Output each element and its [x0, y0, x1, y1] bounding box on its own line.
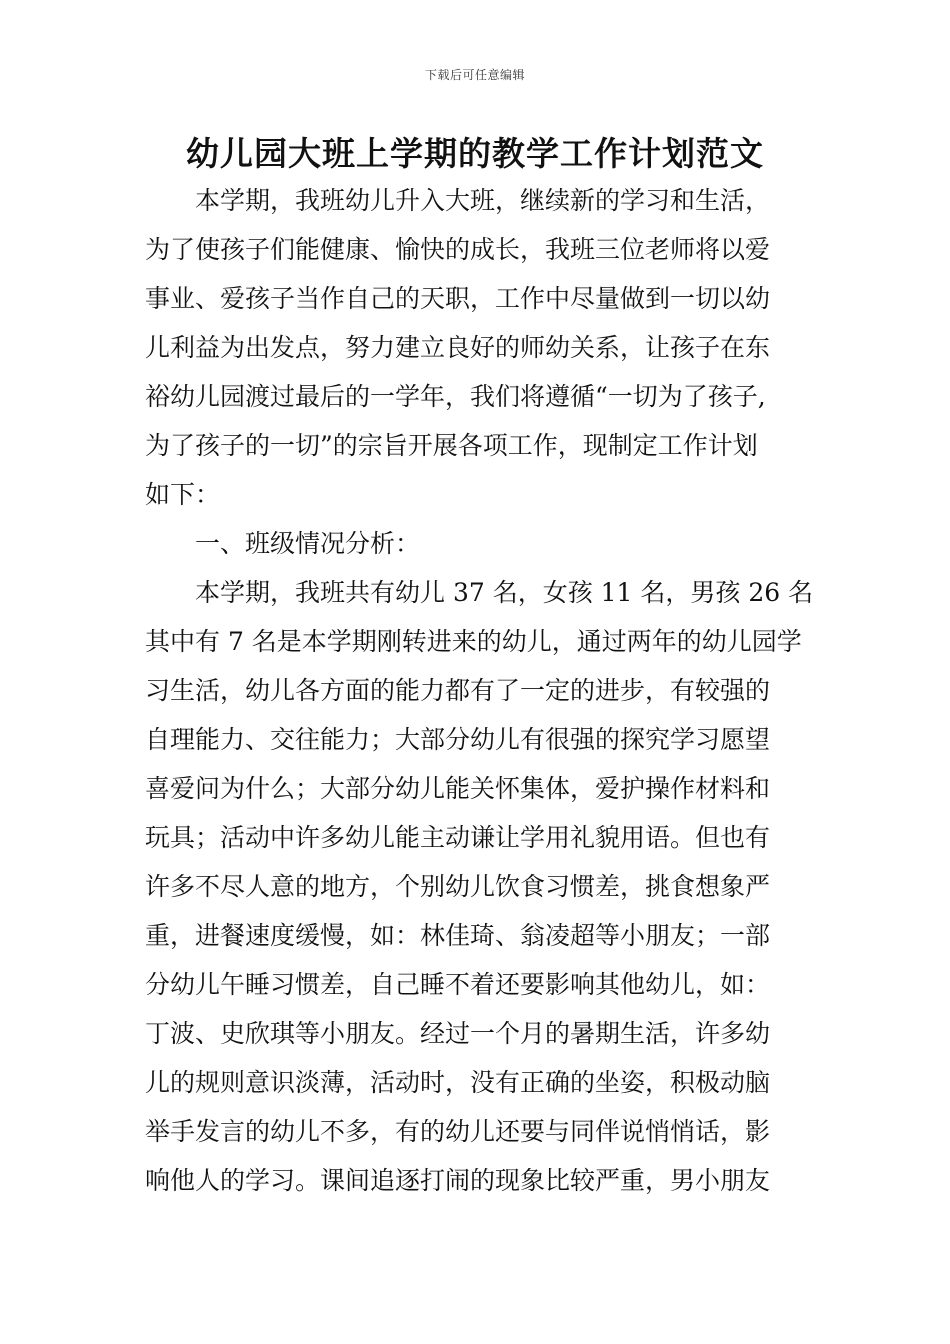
text-line: 响他人的学习。课间追逐打闹的现象比较严重，男小朋友 — [145, 1166, 771, 1195]
text-line: 其中有 7 名是本学期刚转进来的幼儿，通过两年的幼儿园学 — [145, 627, 802, 656]
text-line: 本学期，我班幼儿升入大班，继续新的学习和生活， — [195, 186, 771, 215]
text-line: 玩具；活动中许多幼儿能主动谦让学用礼貌用语。但也有 — [145, 823, 771, 852]
section-paragraph — [145, 568, 814, 1205]
document-title: 幼儿园大班上学期的教学工作计划范文 — [186, 134, 764, 173]
text-line: 事业、爱孩子当作自己的天职，工作中尽量做到一切以幼 — [145, 284, 771, 313]
text-line: 为了孩子的一切”的宗旨开展各项工作，现制定工作计划 — [145, 431, 758, 460]
text-line: 举手发言的幼儿不多，有的幼儿还要与同伴说悄悄话，影 — [145, 1117, 771, 1146]
text-line: 自理能力、交往能力；大部分幼儿有很强的探究学习愿望 — [145, 725, 771, 754]
text-line: 重，进餐速度缓慢，如：林佳琦、翁凌超等小朋友；一部 — [145, 921, 771, 950]
text-line: 儿利益为出发点，努力建立良好的师幼关系，让孩子在东 — [145, 333, 771, 362]
header-note: 下载后可任意编辑 — [424, 68, 525, 82]
text-line: 许多不尽人意的地方，个别幼儿饮食习惯差，挑食想象严 — [145, 872, 771, 901]
text-line: 儿的规则意识淡薄，活动时，没有正确的坐姿，积极动脑 — [145, 1068, 771, 1097]
intro-paragraph — [145, 176, 807, 519]
text-line: 裕幼儿园渡过最后的一学年，我们将遵循“一切为了孩子, — [145, 382, 766, 411]
text-line: 为了使孩子们能健康、愉快的成长，我班三位老师将以爱 — [145, 235, 771, 264]
text-line: 习生活，幼儿各方面的能力都有了一定的进步，有较强的 — [145, 676, 771, 705]
text-line: 分幼儿午睡习惯差，自己睡不着还要影响其他幼儿，如： — [145, 970, 771, 999]
text-line: 喜爱问为什么；大部分幼儿能关怀集体，爱护操作材料和 — [145, 774, 771, 803]
section-heading: 一、班级情况分析： — [195, 529, 421, 558]
text-line: 本学期，我班共有幼儿 37 名，女孩 11 名，男孩 26 名 — [195, 578, 814, 607]
text-line: 如下： — [145, 480, 221, 509]
document-body — [145, 176, 814, 1205]
text-line: 丁波、史欣琪等小朋友。经过一个月的暑期生活，许多幼 — [145, 1019, 771, 1048]
